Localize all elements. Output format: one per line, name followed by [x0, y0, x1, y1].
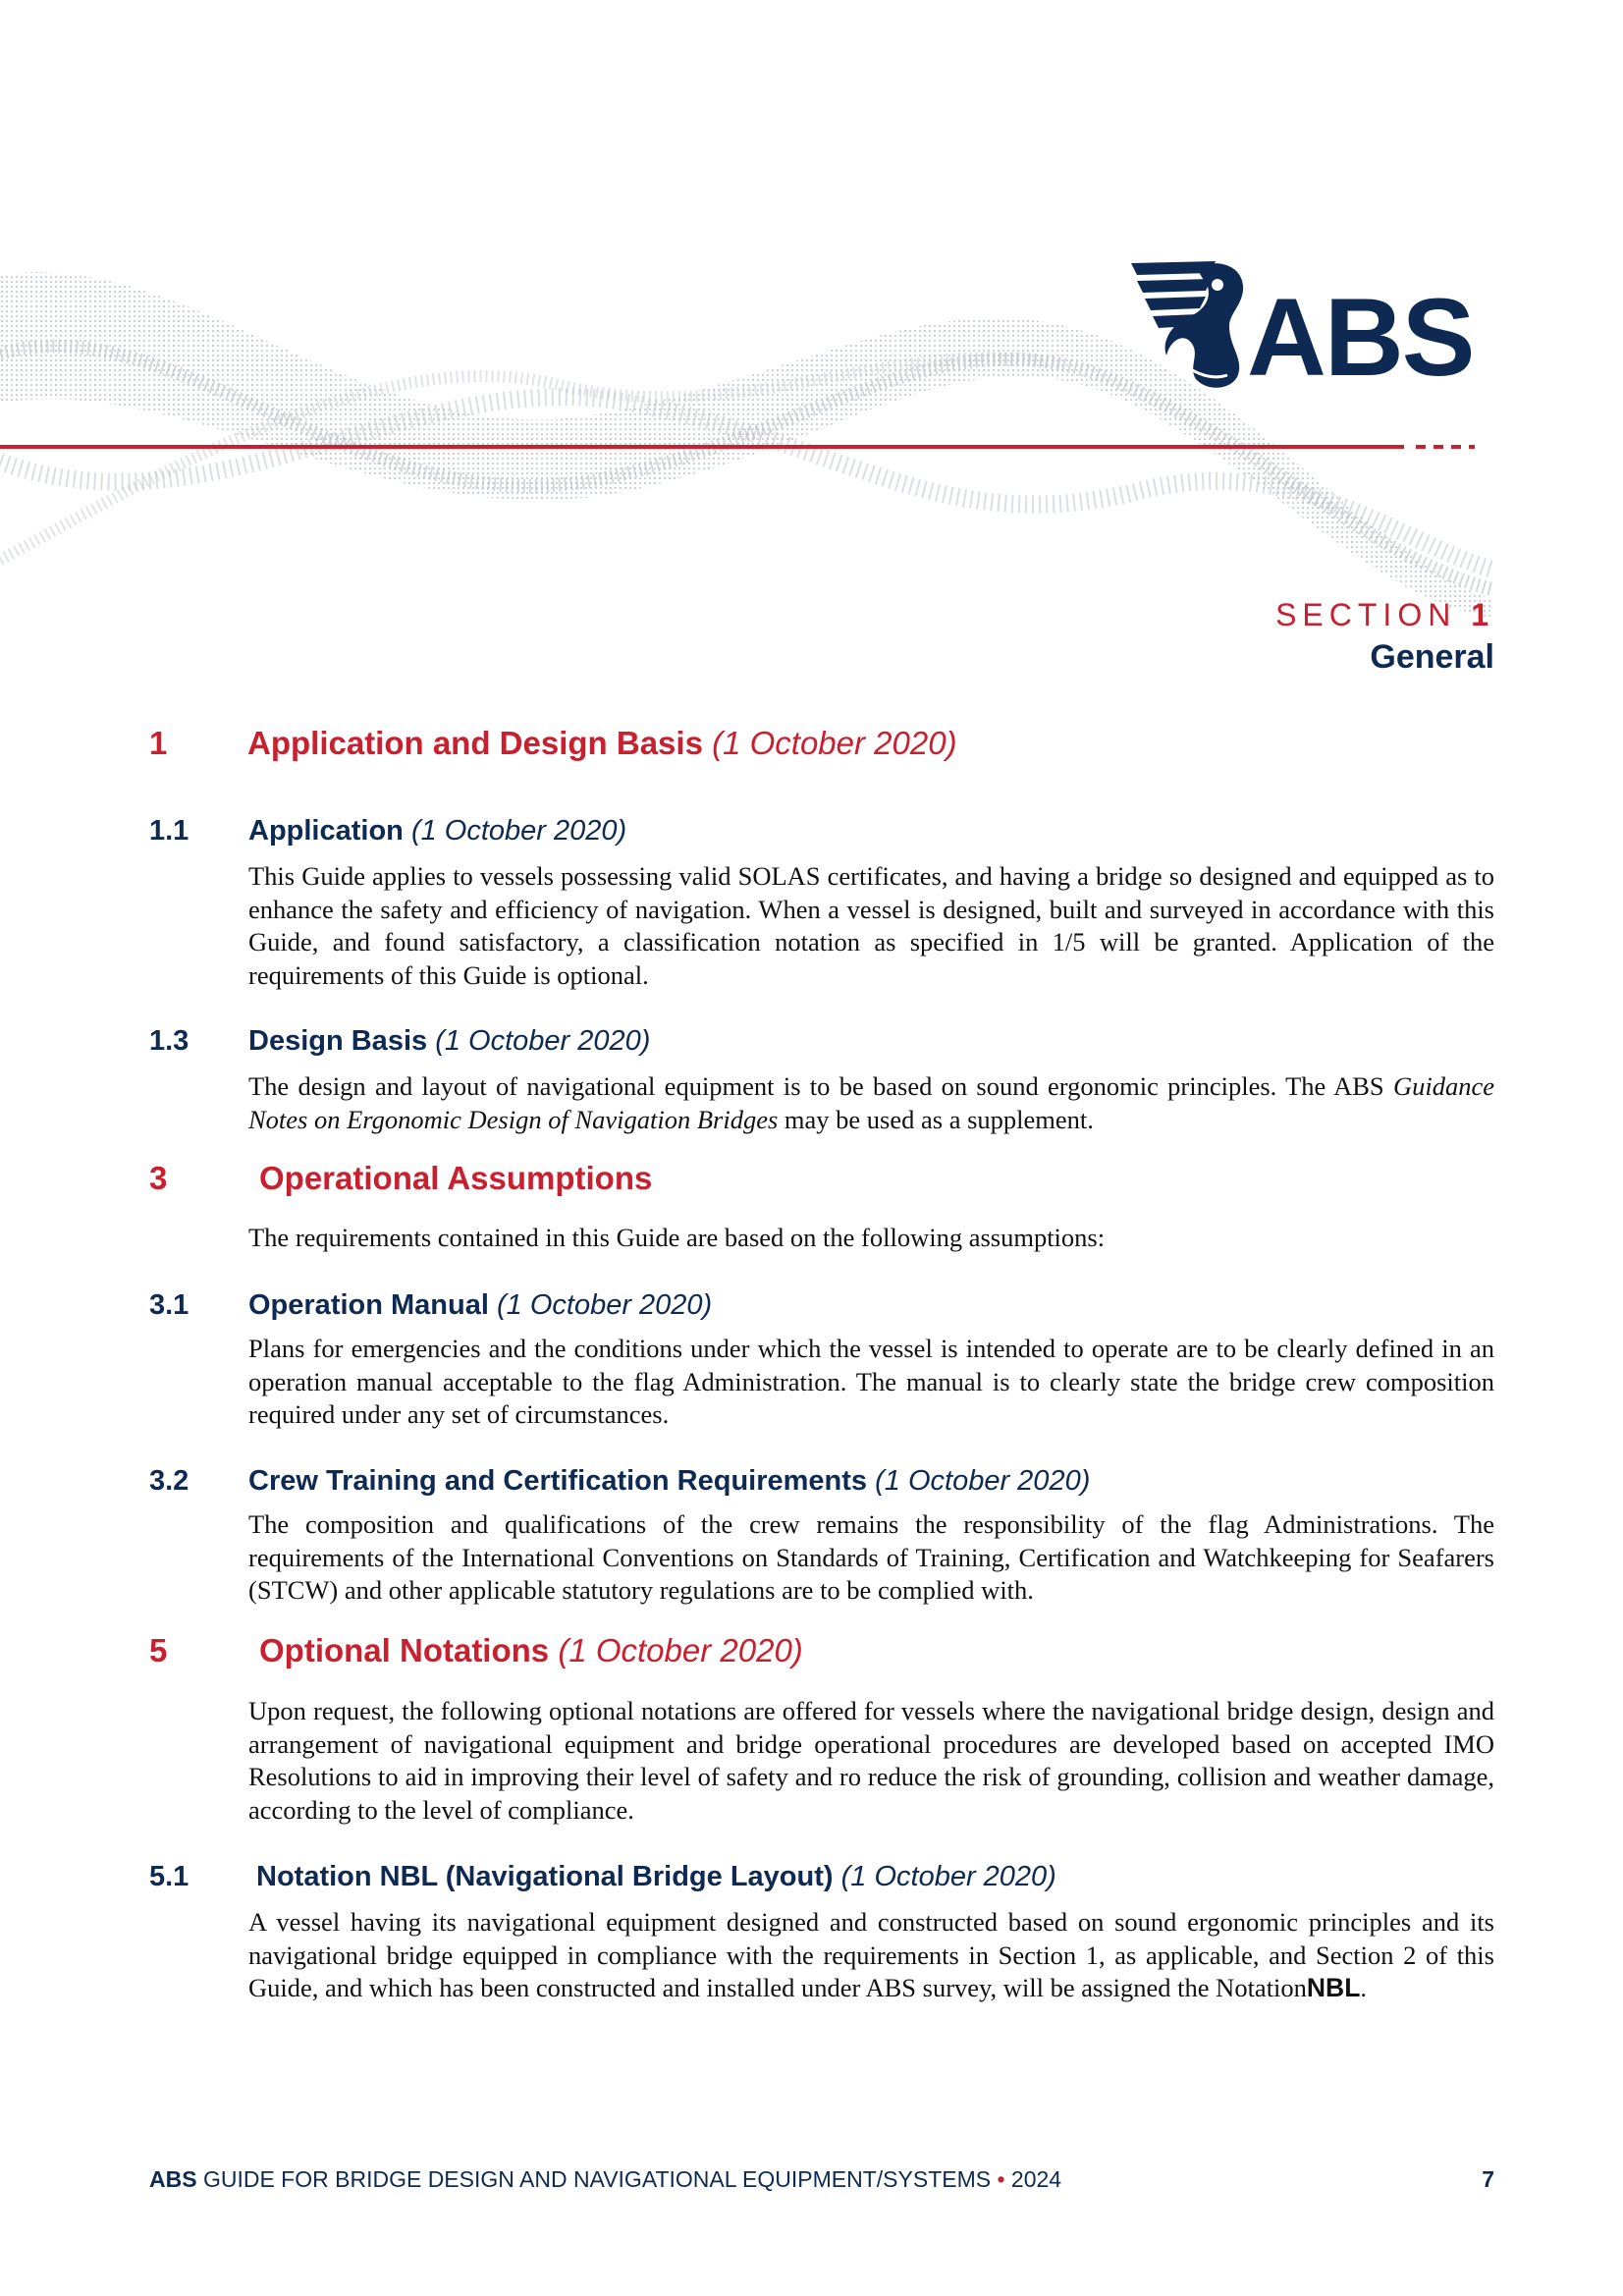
- heading-5-1-date: (1 October 2020): [840, 1861, 1056, 1892]
- heading-1-1-text: [248, 815, 626, 847]
- heading-1-3-number: 1.3: [149, 1025, 189, 1057]
- heading-5-number: 5: [149, 1632, 168, 1668]
- paragraph-1-1: This Guide applies to vessels possessing valid SOLAS certificates, and having a bridge so designed and equipped as to enhance the safety and efficiency of navigation. When a vessel is designed, built and surveyed in accordance with this Guide, and found satisfactory, a classification notation as specified in 1/5 will be granted. Application of the requirements of this Guide is optional.: [248, 861, 1494, 990]
- heading-3-number: 3: [149, 1160, 168, 1196]
- heading-5-text: [259, 1632, 803, 1669]
- notation-nbl: NBL: [1306, 1973, 1361, 2002]
- heading-3-1-text: [248, 1289, 712, 1322]
- heading-3-2-text: [248, 1465, 1090, 1498]
- heading-3-text: [259, 1160, 652, 1197]
- heading-3-1-number: 3.1: [149, 1289, 189, 1321]
- section-number: 1: [1471, 597, 1494, 632]
- header-red-rule: [0, 445, 1404, 449]
- section-title: General: [1370, 638, 1494, 676]
- heading-1-1-number: 1.1: [149, 815, 189, 847]
- page-number: 7: [1482, 2166, 1494, 2192]
- section-label: [1275, 597, 1494, 633]
- heading-3-title: Operational Assumptions: [259, 1160, 653, 1196]
- paragraph-5-1: [248, 1906, 1494, 2005]
- section-word: SECTION: [1275, 597, 1457, 632]
- footer-bullet: •: [997, 2166, 1005, 2192]
- footer-title: GUIDE FOR BRIDGE DESIGN AND NAVIGATIONAL EQUIPMENT/SYSTEMS: [196, 2166, 998, 2192]
- paragraph-3: The requirements contained in this Guide are based on the following assumptions:: [248, 1223, 1106, 1252]
- footer-year: 2024: [1004, 2166, 1062, 2192]
- heading-3-2-number: 3.2: [149, 1465, 189, 1497]
- heading-1-date: (1 October 2020): [712, 725, 957, 761]
- paragraph-5: Upon request, the following optional notations are offered for vessels where the navigational bridge design, design and arrangement of navigational equipment and bridge operational procedures are developed based on accepted IMO Resolutions to aid in improving their level of safety and ro reduce the risk of grounding, collision and weather damage, according to the level of compliance.: [248, 1696, 1494, 1825]
- heading-1-number: 1: [149, 725, 168, 761]
- heading-3-1-date: (1 October 2020): [496, 1289, 713, 1321]
- paragraph-1-3-part-a: The design and layout of navigational equipment is to be based on sound ergonomic principles. The ABS: [248, 1071, 1393, 1101]
- heading-1-3-text: [248, 1025, 650, 1058]
- paragraph-5-1-body: A vessel having its navigational equipment designed and constructed based on sound ergonomic principles and its navigational bridge equipped in compliance with the requirements in Section 1, as applicable, and Section 2 of this Guide, and which has been constructed and installed under ABS survey, will be assigned the Notation: [248, 1907, 1494, 2002]
- heading-5-1-text: [256, 1861, 1056, 1893]
- paragraph-5-1-end: .: [1360, 1973, 1368, 2002]
- heading-1-1-title: Application: [248, 815, 404, 847]
- header-red-dashes: [1416, 445, 1475, 449]
- footer-brand: ABS: [149, 2166, 197, 2192]
- paragraph-3-1: Plans for emergencies and the conditions under which the vessel is intended to operate are to be clearly defined in an operation manual acceptable to the flag Administration. The manual is to clearly state the bridge crew composition required under any set of circumstances.: [248, 1334, 1494, 1429]
- heading-1-1-date: (1 October 2020): [410, 815, 627, 847]
- heading-1-3-date: (1 October 2020): [435, 1025, 651, 1057]
- heading-5-title: Optional Notations: [259, 1632, 550, 1668]
- heading-1-3-title: Design Basis: [248, 1025, 428, 1057]
- paragraph-1-3-reference: Guidance Notes on Ergonomic Design of Navigation Bridges: [248, 1071, 1494, 1134]
- heading-3-1-title: Operation Manual: [248, 1289, 489, 1321]
- heading-1-text: [247, 725, 957, 762]
- heading-5-date: (1 October 2020): [558, 1632, 803, 1668]
- heading-5-1-title: Notation NBL (Navigational Bridge Layout): [256, 1861, 834, 1892]
- heading-1-title: Application and Design Basis: [247, 725, 703, 761]
- paragraph-3-2: The composition and qualifications of the crew remains the responsibility of the flag Administrations. The requirements of the International Conventions on Standards of Training, Certification and Watchkeeping for Seafarers (STCW) and other applicable statutory regulations are to be complied with.: [248, 1509, 1494, 1605]
- heading-5-1-number: 5.1: [149, 1861, 189, 1892]
- paragraph-1-3: [248, 1070, 1494, 1136]
- heading-3-2-title: Crew Training and Certification Requirements: [248, 1465, 868, 1497]
- heading-3-2-date: (1 October 2020): [875, 1465, 1091, 1497]
- page-footer: [149, 2166, 1494, 2193]
- paragraph-1-3-part-b: may be used as a supplement.: [778, 1104, 1094, 1134]
- abs-logo-wordmark: ABS: [1247, 276, 1474, 399]
